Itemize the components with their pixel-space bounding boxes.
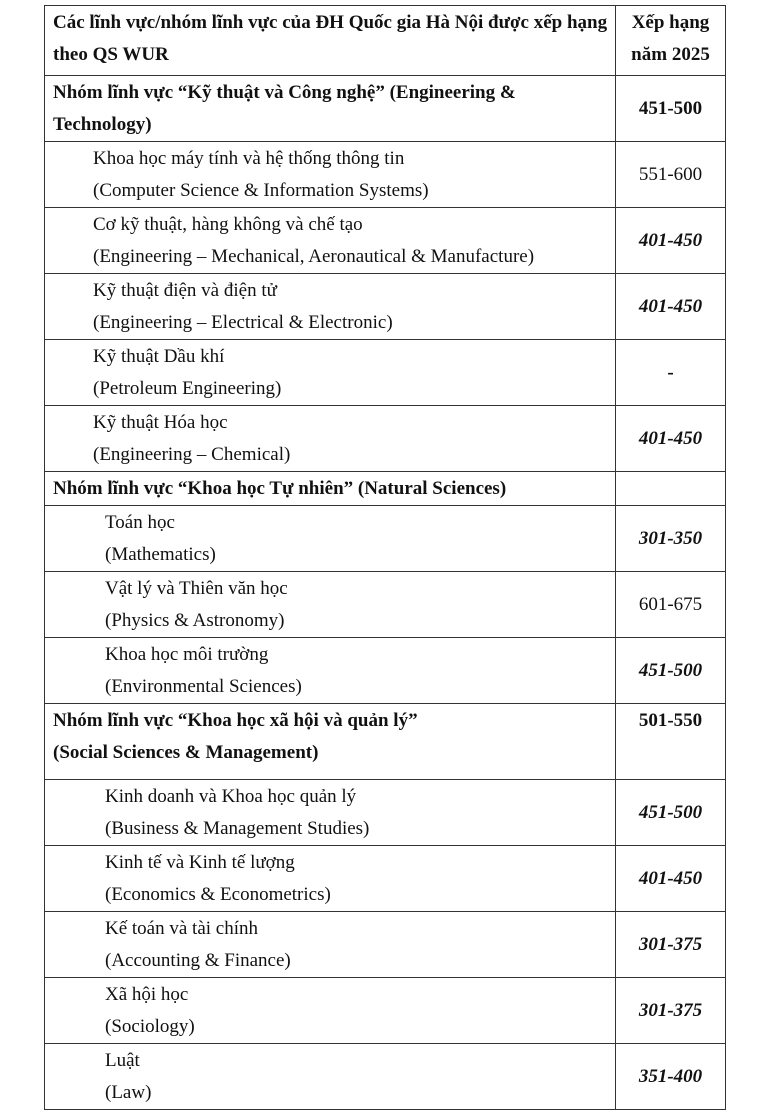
header-fields: Các lĩnh vực/nhóm lĩnh vực của ĐH Quốc gia Hà Nội được xếp hạng theo QS WUR xyxy=(45,6,616,76)
field-name-vi: Cơ kỹ thuật, hàng không và chế tạo xyxy=(93,214,363,235)
header-ranking: Xếp hạng năm 2025 xyxy=(616,6,726,76)
field-name-vi: Khoa học môi trường xyxy=(105,644,269,665)
field-name-en: (Computer Science & Information Systems) xyxy=(93,180,429,201)
table-row xyxy=(45,208,726,274)
field-name-vi: Kỹ thuật Hóa học xyxy=(93,412,228,433)
field-rank: 601-675 xyxy=(616,572,726,638)
field-rank: 401-450 xyxy=(616,846,726,912)
field-name-en: (Engineering – Mechanical, Aeronautical & Manufacture) xyxy=(93,246,535,267)
field-rank: - xyxy=(616,340,726,406)
table-row xyxy=(45,506,726,572)
group-row-social-sciences xyxy=(45,704,726,780)
table-row xyxy=(45,780,726,846)
field-name-vi: Khoa học máy tính và hệ thống thông tin xyxy=(93,148,405,169)
field-name-en: (Engineering – Electrical & Electronic) xyxy=(93,312,393,333)
field-rank: 401-450 xyxy=(616,406,726,472)
table-row xyxy=(45,340,726,406)
group-rank: 451-500 xyxy=(616,76,726,142)
table-row xyxy=(45,912,726,978)
table-row xyxy=(45,638,726,704)
field-name-vi: Xã hội học xyxy=(105,984,189,1005)
field-name-vi: Kỹ thuật điện và điện tử xyxy=(93,280,277,301)
field-name-en: (Economics & Econometrics) xyxy=(105,884,331,905)
table-row xyxy=(45,142,726,208)
field-name-vi: Luật xyxy=(105,1050,140,1071)
rankings-table xyxy=(44,5,726,1110)
table-row xyxy=(45,1044,726,1110)
field-name-en: (Mathematics) xyxy=(105,544,216,565)
field-name-en: (Law) xyxy=(105,1082,152,1103)
field-name-en: (Environmental Sciences) xyxy=(105,676,302,697)
field-name-en: (Sociology) xyxy=(105,1016,195,1037)
group-row-engineering xyxy=(45,76,726,142)
field-rank: 551-600 xyxy=(616,142,726,208)
field-name-vi: Kỹ thuật Dầu khí xyxy=(93,346,225,367)
table-header-row xyxy=(45,6,726,76)
table-row xyxy=(45,978,726,1044)
field-rank: 301-375 xyxy=(616,912,726,978)
field-rank: 451-500 xyxy=(616,780,726,846)
field-name-en: (Business & Management Studies) xyxy=(105,818,370,839)
group-title: Nhóm lĩnh vực “Kỹ thuật và Công nghệ” (Engineering & Technology) xyxy=(45,76,616,142)
field-rank: 451-500 xyxy=(616,638,726,704)
field-name-en: (Petroleum Engineering) xyxy=(93,378,282,399)
field-name-en: (Engineering – Chemical) xyxy=(93,444,291,465)
table-row xyxy=(45,846,726,912)
field-rank: 401-450 xyxy=(616,208,726,274)
table-row xyxy=(45,406,726,472)
group-title: Nhóm lĩnh vực “Khoa học xã hội và quản lý” xyxy=(53,710,418,731)
field-rank: 351-400 xyxy=(616,1044,726,1110)
field-name-en: (Accounting & Finance) xyxy=(105,950,291,971)
field-name-en: (Physics & Astronomy) xyxy=(105,610,285,631)
field-name-vi: Toán học xyxy=(105,512,175,533)
field-rank: 301-350 xyxy=(616,506,726,572)
table-row xyxy=(45,274,726,340)
group-rank xyxy=(616,472,726,506)
table-row xyxy=(45,572,726,638)
field-rank: 401-450 xyxy=(616,274,726,340)
group-title-en: (Social Sciences & Management) xyxy=(53,742,319,763)
group-title: Nhóm lĩnh vực “Khoa học Tự nhiên” (Natural Sciences) xyxy=(45,472,616,506)
field-name-vi: Kế toán và tài chính xyxy=(105,918,259,939)
field-name-vi: Kinh tế và Kinh tế lượng xyxy=(105,852,295,873)
field-name-vi: Vật lý và Thiên văn học xyxy=(105,578,288,599)
group-row-natural-sciences xyxy=(45,472,726,506)
field-name-vi: Kinh doanh và Khoa học quản lý xyxy=(105,786,357,807)
group-rank: 501-550 xyxy=(616,704,726,780)
field-rank: 301-375 xyxy=(616,978,726,1044)
